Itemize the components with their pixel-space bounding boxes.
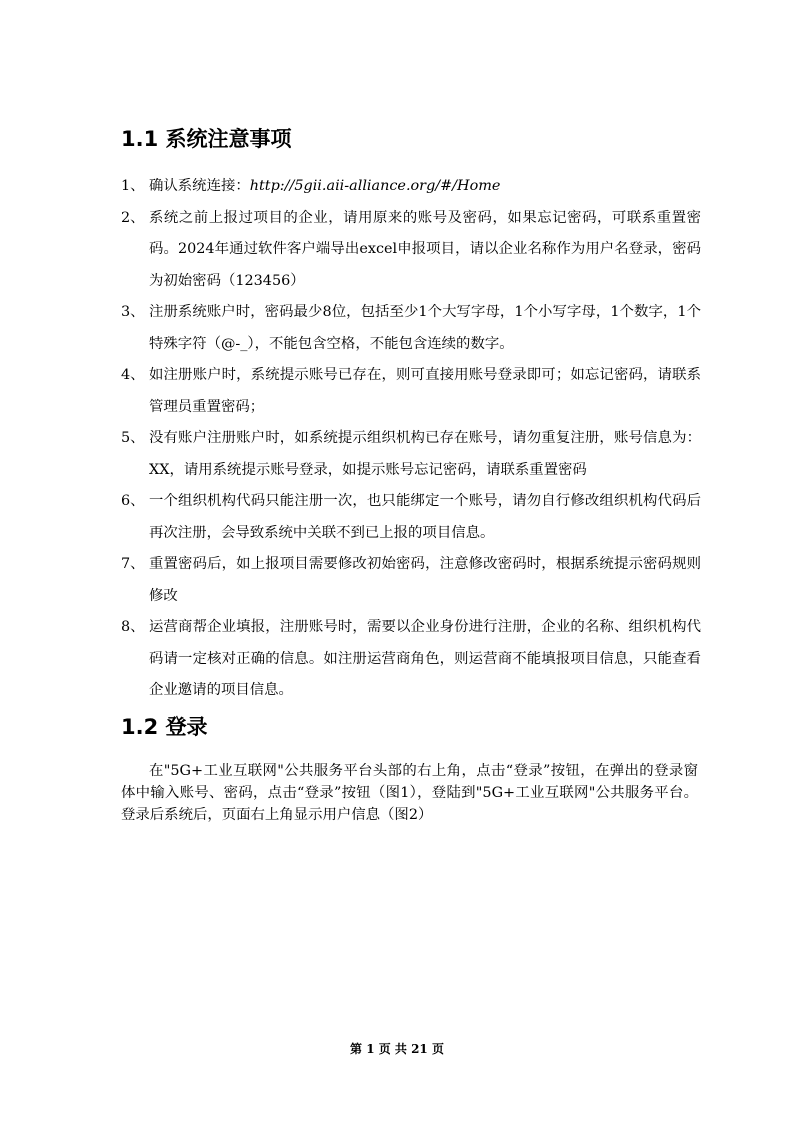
list-item-text: 注册系统账户时，密码最少8位，包括至少1个大写字母，1个小写字母，1个数字，1个特殊字符（@-_），不能包含空格，不能包含连续的数字。 [149,304,701,352]
list-item-text: 确认系统连接： [149,178,250,194]
system-url-link[interactable]: http://5gii.aii-alliance.org/#/Home [249,178,501,194]
list-item-text: 运营商帮企业填报，注册账号时，需要以企业身份进行注册，企业的名称、组织机构代码请一定核对正确的信息。如注册运营商角色，则运营商不能填报项目信息，只能查看企业邀请的项目信息。 [149,619,701,698]
list-item-text: 如注册账户时，系统提示账号已存在，则可直接用账号登录即可；如忘记密码，请联系管理员重置密码； [149,367,701,415]
list-item-8 [121,612,701,707]
list-item-number: 7、 [121,556,145,572]
list-item-2 [121,203,701,298]
list-item-5 [121,423,701,486]
login-paragraph: 在"5G+工业互联网"公共服务平台头部的右上角，点击“登录”按钮，在弹出的登录窗体中输入账号、密码，点击“登录”按钮（图1），登陆到"5G+工业互联网"公共服务平台。登录后系统后，页面右上角显示用户信息（图2） [121,763,698,823]
list-item-4 [121,360,701,423]
list-item-number: 5、 [121,430,145,446]
list-item-1 [121,171,701,203]
section-heading-1-1: 1.1 系统注意事项 [121,127,292,151]
list-item-7 [121,549,701,612]
list-item-number: 6、 [121,493,145,509]
list-item-text: 系统之前上报过项目的企业，请用原来的账号及密码，如果忘记密码，可联系重置密码。2024年通过软件客户端导出excel申报项目，请以企业名称作为用户名登录，密码为初始密码（123456） [149,209,701,289]
list-item-text: 一个组织机构代码只能注册一次，也只能绑定一个账号，请勿自行修改组织机构代码后再次注册，会导致系统中关联不到已上报的项目信息。 [149,493,701,541]
list-item-number: 4、 [121,367,145,383]
list-item-6 [121,486,701,549]
list-item-3 [121,297,701,360]
notice-list [121,171,701,707]
list-item-text: 重置密码后，如上报项目需要修改初始密码，注意修改密码时，根据系统提示密码规则修改 [149,556,701,604]
list-item-number: 1、 [121,178,145,194]
list-item-number: 2、 [121,209,145,226]
list-item-number: 8、 [121,619,145,635]
list-item-text: 没有账户注册账户时，如系统提示组织机构已存在账号，请勿重复注册，账号信息为：XX，请用系统提示账号登录，如提示账号忘记密码，请联系重置密码 [149,430,701,478]
list-item-number: 3、 [121,304,145,320]
section-heading-1-2: 1.2 登录 [121,715,208,739]
page-footer: 第 1 页 共 21 页 [350,1042,444,1056]
